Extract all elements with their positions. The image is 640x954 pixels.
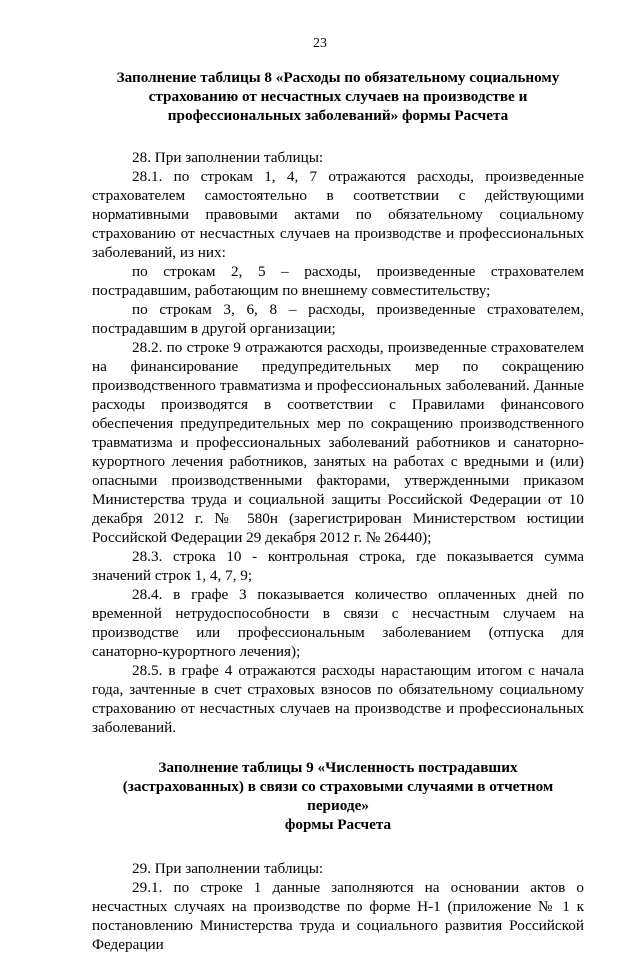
page-number: 23 [313,36,327,51]
section-9-heading-line-3: формы Расчета [284,816,392,833]
section-9-heading [92,758,584,834]
section-8-heading-line-3: профессиональных заболеваний» формы Расчета [167,107,509,124]
paragraph-28-1: 28.1. по строкам 1, 4, 7 отражаются расходы, произведенные страхователем самостоятельно в соответствии с действующими нормативными правовыми актами по обязательному социальному страхованию от несчастных случаев на производстве и профессиональных заболеваний, из них: [92,168,584,261]
paragraph-28-1-b: по строкам 3, 6, 8 – расходы, произведенные страхователем, пострадавшим в другой организации; [92,301,584,337]
section-8 [92,68,584,737]
section-9-heading-line-1: Заполнение таблицы 9 «Численность пострадавших [158,759,518,776]
section-8-heading-line-2: страхованию от несчастных случаев на производстве и [148,88,528,105]
paragraph-29-1: 29.1. по строке 1 данные заполняются на основании актов о несчастных случаях на производстве по форме Н-1 (приложение № 1 к постановлению Министерства труда и социального развития Российской Федерации [92,879,584,953]
paragraph-28-2: 28.2. по строке 9 отражаются расходы, произведенные страхователем на финансирование предупредительных мер по сокращению производственного травматизма и профессиональных заболеваний. Данные расходы производятся в соответствии с Правилами финансового обеспечения предупредительных мер по сокращению производственного травматизма и профессиональных заболеваний работников и санаторно-курортного лечения работников, занятых на работах с вредными и (или) опасными производственными факторами, утвержденными приказом Министерства труда и социальной защиты Российской Федерации от 10 декабря 2012 г. № 580н (зарегистрирован Министерством юстиции Российской Федерации 29 декабря 2012 г. № 26440); [92,339,584,546]
paragraph-28-3: 28.3. строка 10 - контрольная строка, где показывается сумма значений строк 1, 4, 7, 9; [92,548,584,584]
paragraph-28-1-a: по строкам 2, 5 – расходы, произведенные страхователем пострадавшим, работающим по внешнему совместительству; [92,263,584,299]
section-8-heading [92,68,584,125]
paragraph-28-4: 28.4. в графе 3 показывается количество оплаченных дней по временной нетрудоспособности в связи с несчастным случаем на производстве или профессиональным заболеванием (отпуска для санаторно-курортного лечения); [92,586,584,660]
paragraph-29: 29. При заполнении таблицы: [132,860,324,877]
paragraph-28-5: 28.5. в графе 4 отражаются расходы нарастающим итогом с начала года, зачтенные в счет страховых взносов по обязательному социальному страхованию от несчастных случаев на производстве и профессиональных заболеваний. [92,662,584,736]
document-body [92,68,584,954]
section-8-heading-line-1: Заполнение таблицы 8 «Расходы по обязательному социальному [116,69,560,86]
paragraph-28: 28. При заполнении таблицы: [132,149,324,166]
section-9 [92,758,584,954]
section-9-heading-line-2: (застрахованных) в связи со страховыми случаями в отчетном периоде» [122,778,554,814]
